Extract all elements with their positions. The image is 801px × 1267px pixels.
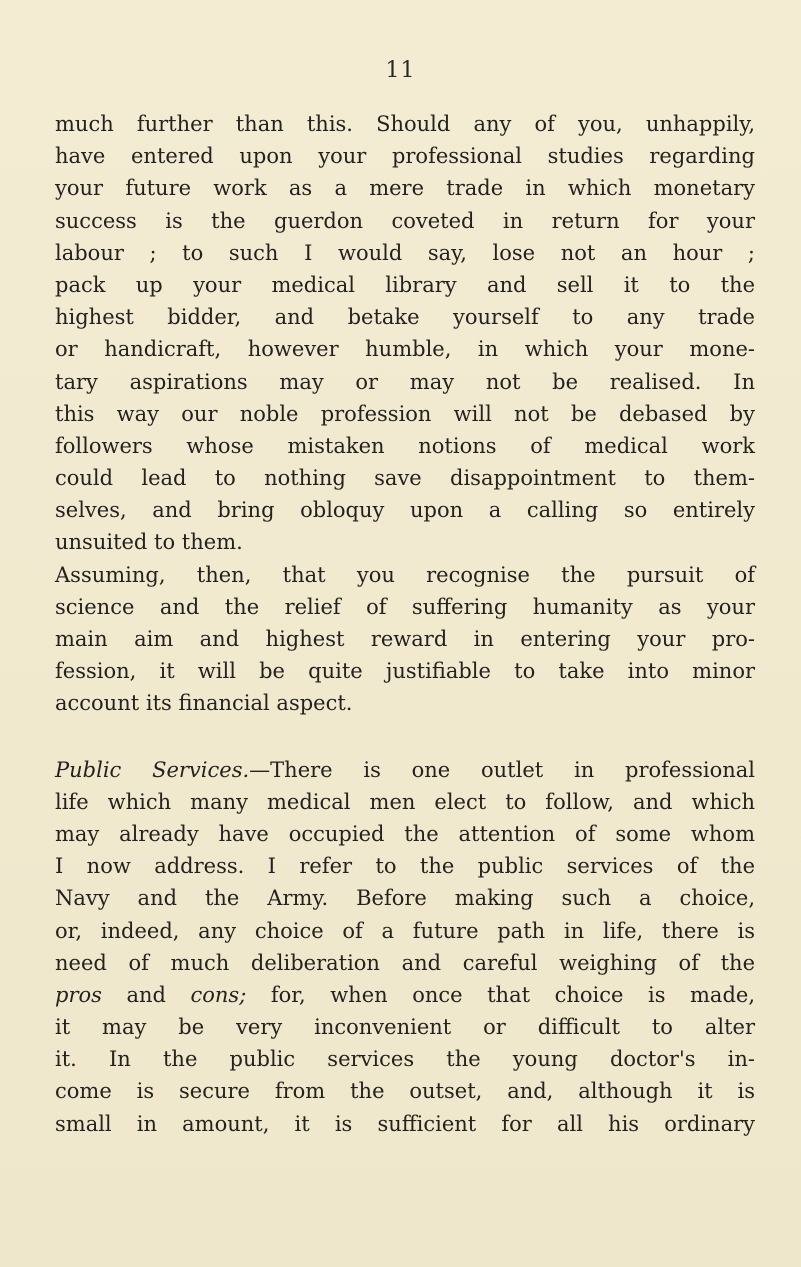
text-line: have entered upon your professional studies regarding	[55, 144, 755, 169]
text-line: may already have occupied the attention of some whom	[55, 821, 755, 846]
mixed-line-rest: for, when once that choice is made,	[246, 982, 755, 1007]
text-line: this way our noble profession will not be debased by	[55, 401, 755, 426]
text-line: unsuited to them.	[55, 530, 243, 555]
text-line: I now address. I refer to the public services of the	[55, 854, 755, 879]
pros-word: pros	[55, 982, 102, 1007]
text-line: life which many medical men elect to follow, and which	[55, 789, 755, 814]
body-text	[55, 108, 755, 1140]
text-line: or handicraft, however humble, in which your mone-	[55, 337, 755, 362]
text-line: small in amount, it is sufficient for all his ordinary	[55, 1111, 755, 1136]
text-line: need of much deliberation and careful weighing of the	[55, 950, 755, 975]
text-line: much further than this. Should any of you, unhappily,	[55, 112, 755, 136]
mixed-text-line	[55, 979, 755, 1011]
text-line: account its financial aspect.	[55, 691, 353, 716]
text-line: Assuming, then, that you recognise the pursuit of	[55, 562, 755, 587]
paragraph-gap	[55, 720, 755, 754]
text-line: fession, it will be quite justifiable to take into minor	[55, 659, 755, 684]
and-word: and	[101, 982, 191, 1007]
text-line: Navy and the Army. Before making such a choice,	[55, 886, 755, 911]
heading-line-rest: —There is one outlet in professional	[249, 757, 755, 782]
section-heading: Public Services.	[55, 757, 250, 782]
text-line: it may be very inconvenient or difficult to alter	[55, 1015, 755, 1040]
text-line: come is secure from the outset, and, although it is	[55, 1079, 755, 1104]
text-line: success is the guerdon coveted in return for your	[55, 208, 755, 233]
text-line: or, indeed, any choice of a future path in life, there is	[55, 918, 755, 943]
paragraph-3	[55, 754, 755, 1140]
paragraph-1	[55, 108, 755, 559]
paragraph-2	[55, 559, 755, 720]
text-line: it. In the public services the young doctor's in-	[55, 1047, 755, 1072]
page-number: 11	[385, 58, 416, 83]
text-line: tary aspirations may or may not be realised. In	[55, 369, 755, 394]
text-line: highest bidder, and betake yourself to any trade	[55, 305, 755, 330]
text-line: pack up your medical library and sell it to the	[55, 272, 755, 297]
text-line: selves, and bring obloquy upon a calling so entirely	[55, 498, 755, 523]
text-line: science and the relief of suffering humanity as your	[55, 594, 755, 619]
text-line: followers whose mistaken notions of medical work	[55, 433, 755, 458]
heading-line	[55, 754, 755, 786]
text-line: your future work as a mere trade in which monetary	[55, 176, 755, 201]
text-line: labour ; to such I would say, lose not an hour ;	[55, 240, 755, 265]
text-line: could lead to nothing save disappointment to them-	[55, 466, 755, 491]
text-line: main aim and highest reward in entering your pro-	[55, 627, 755, 651]
cons-word: cons;	[190, 982, 247, 1007]
